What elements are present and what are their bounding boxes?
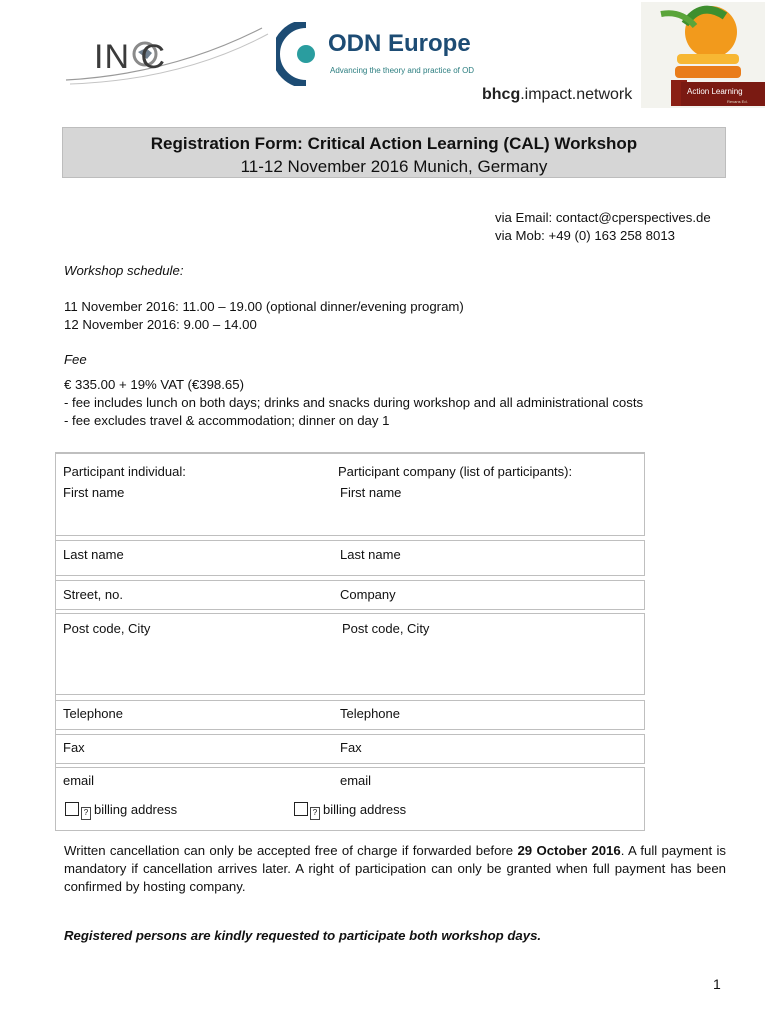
right-billing-label: billing address [323, 802, 407, 817]
form-row-last-name [55, 540, 645, 576]
placeholder-glyph-icon: ? [81, 807, 91, 820]
bhcg-logo-rest: .impact.network [520, 86, 633, 103]
left-street-field[interactable]: Street, no. [63, 587, 123, 602]
action-learning-cover-image [641, 2, 765, 108]
left-fax-field[interactable]: Fax [63, 740, 85, 755]
cover-title: Action Learning [687, 87, 743, 96]
right-billing-checkbox[interactable] [294, 802, 406, 820]
cancellation-text-2: . A full payment is mandatory if cancellation arrives later. A right of participation can only be granted when full payment has been confirmed by hosting company. [64, 843, 726, 894]
bhcg-logo-bold: bhcg [482, 86, 521, 103]
checkbox-icon[interactable] [65, 802, 79, 816]
left-billing-label: billing address [94, 802, 178, 817]
left-telephone-field[interactable]: Telephone [63, 706, 123, 721]
schedule-day1: 11 November 2016: 11.00 – 19.00 (optional dinner/evening program) [64, 299, 464, 314]
inoc-logo-text: IN C [94, 38, 166, 76]
checkbox-icon[interactable] [294, 802, 308, 816]
right-company-field[interactable]: Company [340, 587, 396, 602]
form-date-location: 11-12 November 2016 Munich, Germany [240, 157, 548, 176]
form-row-street-company [55, 580, 645, 610]
cancellation-paragraph [64, 842, 726, 896]
right-postcode-field[interactable]: Post code, City [342, 621, 430, 636]
odn-circle-icon [276, 22, 322, 86]
right-fax-field[interactable]: Fax [340, 740, 362, 755]
left-billing-checkbox[interactable] [65, 802, 177, 820]
cancellation-text-1: Written cancellation can only be accepted free of charge if forwarded before [64, 843, 518, 858]
contact-email-link[interactable]: contact@cperspectives.de [555, 210, 711, 225]
right-header: Participant company (list of participants): [338, 464, 573, 479]
right-last-name-field[interactable]: Last name [340, 547, 401, 562]
fee-amount: € 335.00 + 19% VAT (€398.65) [64, 377, 244, 392]
bhcg-logo [482, 86, 632, 104]
cancellation-deadline: 29 October 2016 [517, 843, 621, 858]
fee-heading: Fee [64, 352, 87, 367]
contact-email-prefix: via Email: [495, 210, 556, 225]
cover-subtitle: Revans Ed. [727, 99, 748, 104]
odn-logo-tagline: Advancing the theory and practice of OD [330, 66, 475, 75]
left-email-field[interactable]: email [63, 773, 95, 788]
inoc-logo [62, 22, 272, 92]
contact-mobile: via Mob: +49 (0) 163 258 8013 [495, 228, 675, 243]
schedule-heading: Workshop schedule: [64, 263, 184, 278]
form-row-fax [55, 734, 645, 764]
form-row-names [55, 452, 645, 536]
form-title-box [62, 127, 726, 178]
odn-europe-logo [276, 20, 476, 90]
right-email-field[interactable]: email [340, 773, 372, 788]
closing-note: Registered persons are kindly requested to participate both workshop days. [64, 928, 542, 943]
placeholder-glyph-icon: ? [310, 807, 320, 820]
odn-logo-title: ODN Europe [328, 30, 471, 57]
page-number: 1 [713, 976, 721, 992]
left-postcode-field[interactable]: Post code, City [63, 621, 151, 636]
form-row-email [55, 767, 645, 831]
schedule-day2: 12 November 2016: 9.00 – 14.00 [64, 317, 257, 332]
left-last-name-field[interactable]: Last name [63, 547, 124, 562]
form-row-postcode [55, 613, 645, 695]
left-first-name-field[interactable]: First name [63, 485, 125, 500]
left-header: Participant individual: [63, 464, 186, 479]
contact-email-line [495, 209, 711, 227]
fee-includes: - fee includes lunch on both days; drinks and snacks during workshop and all administrational costs [64, 395, 644, 410]
form-row-telephone [55, 700, 645, 730]
right-first-name-field[interactable]: First name [340, 485, 402, 500]
right-telephone-field[interactable]: Telephone [340, 706, 400, 721]
form-title: Registration Form: Critical Action Learning (CAL) Workshop [150, 134, 638, 153]
fee-excludes: - fee excludes travel & accommodation; dinner on day 1 [64, 413, 390, 428]
